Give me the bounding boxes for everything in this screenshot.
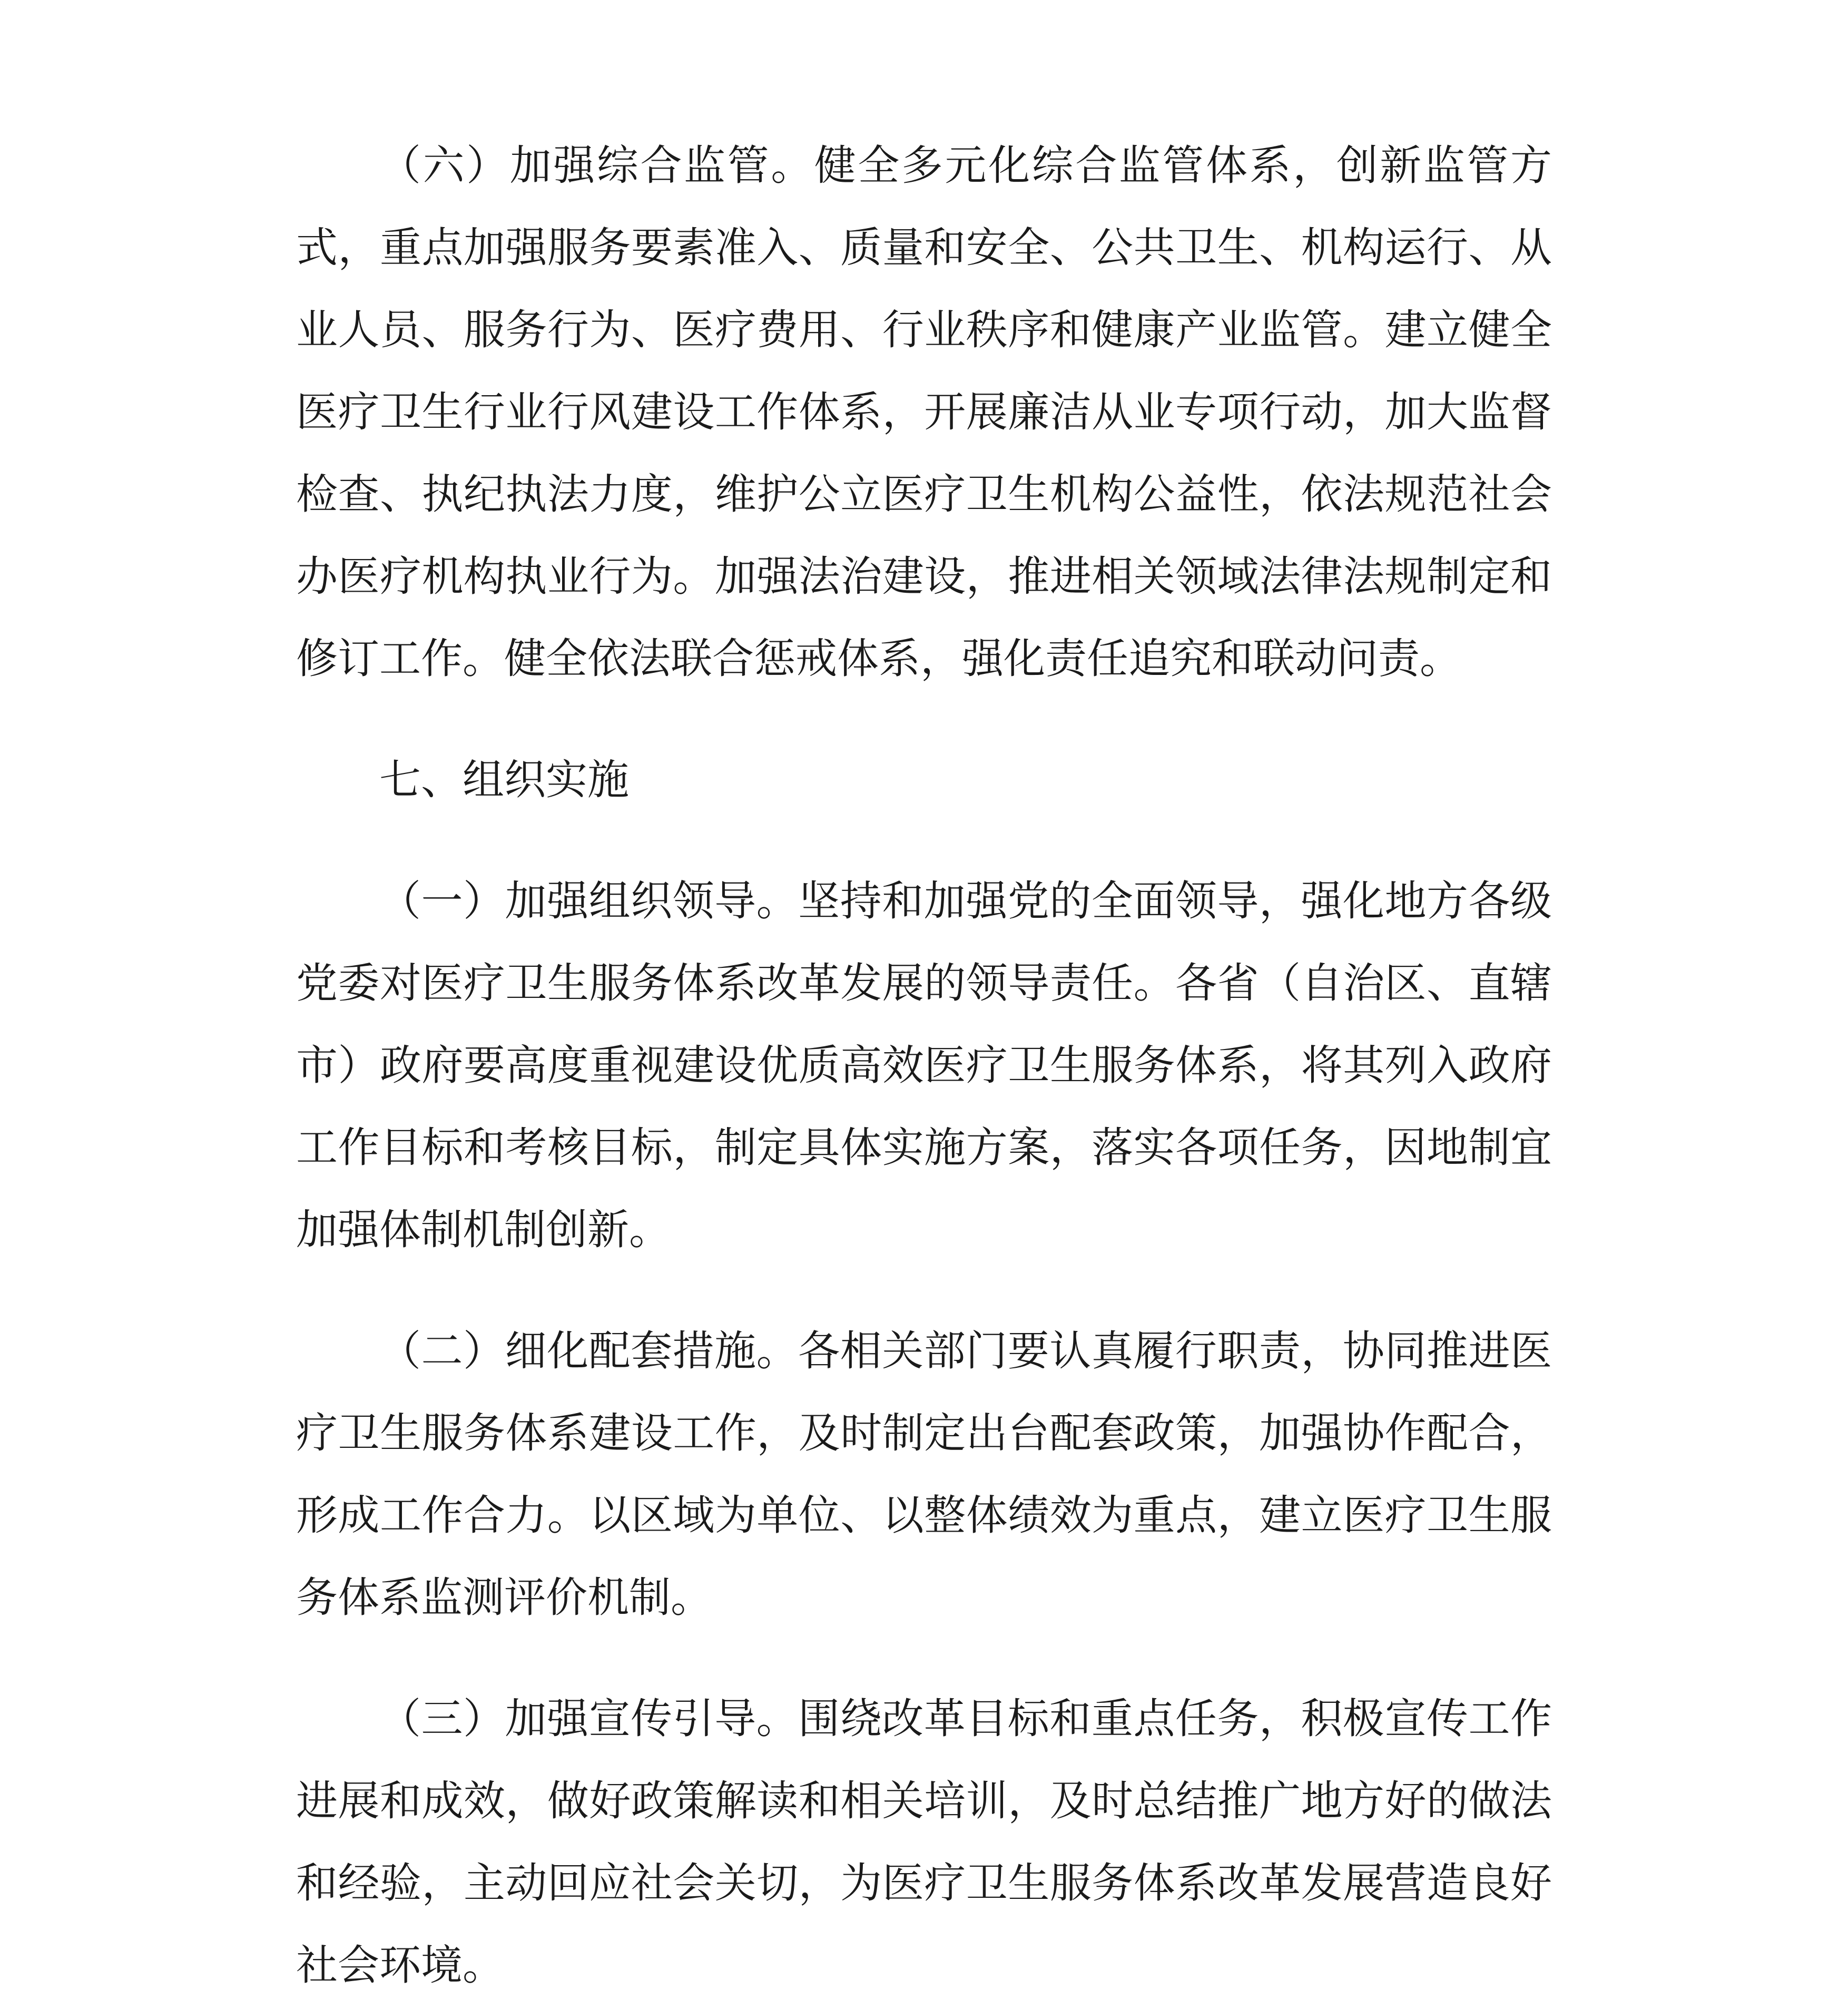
paragraph-organizational-leadership: （一）加强组织领导。坚持和加强党的全面领导，强化地方各级党委对医疗卫生服务体系改革发展的领导责任。各省（自治区、直辖市）政府要高度重视建设优质高效医疗卫生服务体系，将其列入政府工作目标和考核目标，制定具体实施方案，落实各项任务，因地制宜加强体制机制创新。 xyxy=(296,877,1552,1254)
section-heading-organization: 七、组织实施 xyxy=(379,756,629,804)
paragraph-supporting-measures: （二）细化配套措施。各相关部门要认真履行职责，协同推进医疗卫生服务体系建设工作，及时制定出台配套政策，加强协作配合，形成工作合力。以区域为单位、以整体绩效为重点，建立医疗卫生服务体系监测评价机制。 xyxy=(296,1327,1552,1622)
paragraph-publicity-guidance: （三）加强宣传引导。围绕改革目标和重点任务，积极宣传工作进展和成效，做好政策解读和相关培训，及时总结推广地方好的做法和经验，主动回应社会关切，为医疗卫生服务体系改革发展营造良好社会环境。 xyxy=(296,1694,1552,1990)
document-body xyxy=(296,124,1552,2006)
paragraph-comprehensive-supervision: （六）加强综合监管。健全多元化综合监管体系，创新监管方式，重点加强服务要素准入、质量和安全、公共卫生、机构运行、从业人员、服务行为、医疗费用、行业秩序和健康产业监管。建立健全医疗卫生行业行风建设工作体系，开展廉洁从业专项行动，加大监督检查、执纪执法力度，维护公立医疗卫生机构公益性，依法规范社会办医疗机构执业行为。加强法治建设，推进相关领域法律法规制定和修订工作。健全依法联合惩戒体系，强化责任追究和联动问责。 xyxy=(296,141,1552,683)
